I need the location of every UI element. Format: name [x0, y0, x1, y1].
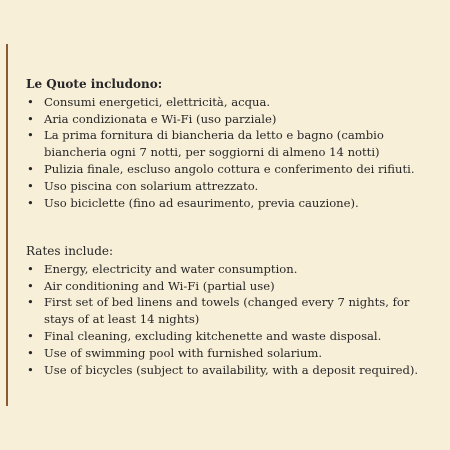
- list-item: • Pulizia finale, escluso angolo cottura e conferimento dei rifiuti.: [26, 161, 426, 178]
- english-inclusions-list: [26, 261, 426, 379]
- list-item: • Final cleaning, excluding kitchenette and waste disposal.: [26, 328, 426, 345]
- italian-inclusions-list: [26, 94, 426, 212]
- list-item: • Aria condizionata e Wi-Fi (uso parziale): [26, 111, 426, 128]
- list-item: • Use of bicycles (subject to availability, with a deposit required).: [26, 362, 426, 379]
- italian-rates-section: [26, 76, 426, 211]
- list-item: • Use of swimming pool with furnished solarium.: [26, 345, 426, 362]
- english-rates-section: [26, 243, 426, 378]
- list-item: • Uso biciclette (fino ad esaurimento, previa cauzione).: [26, 195, 426, 212]
- list-item: • Energy, electricity and water consumption.: [26, 261, 426, 278]
- list-item: • Air conditioning and Wi-Fi (partial use): [26, 278, 426, 295]
- list-item: • Consumi energetici, elettricità, acqua.: [26, 94, 426, 111]
- list-item: • La prima fornitura di biancheria da letto e bagno (cambio biancheria ogni 7 notti, per soggiorni di almeno 14 notti): [26, 127, 426, 161]
- left-accent-rule: [6, 44, 8, 406]
- italian-heading: Le Quote includono:: [26, 77, 163, 91]
- list-item: • Uso piscina con solarium attrezzato.: [26, 178, 426, 195]
- list-item: • First set of bed linens and towels (changed every 7 nights, for stays of at least 14 nights): [26, 294, 426, 328]
- english-heading: Rates include:: [26, 244, 114, 258]
